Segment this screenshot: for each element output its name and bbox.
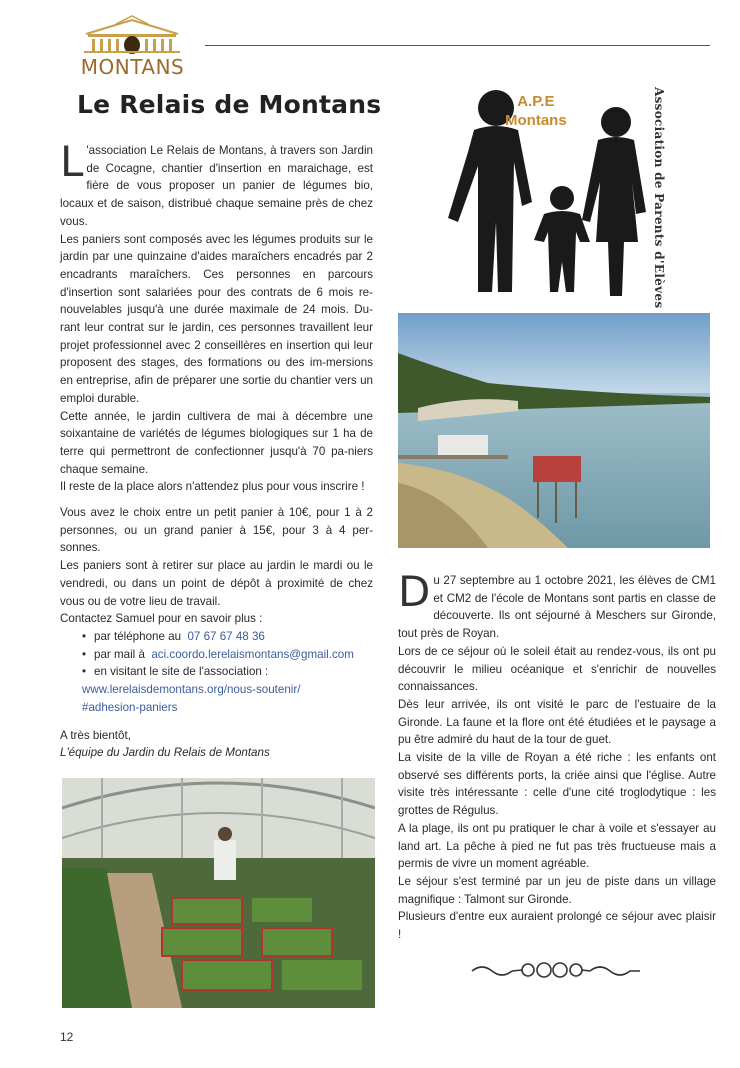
greenhouse-photo (62, 778, 375, 1008)
contact-list (60, 628, 373, 681)
site-link[interactable]: www.lerelaisdemontans.org/nous-soutenir/ (82, 683, 301, 697)
contact-phone (82, 628, 373, 646)
paragraph-intro-right (398, 567, 716, 643)
dropcap-l: L (60, 137, 84, 186)
paragraph-paniers: Les paniers sont composés avec les légumes produits sur le jardin par une quinzaine d'aides maraîchers encadrés par 2 encadrants maraîchers. Ces personnes en parcours d'insertion sont salariées pour des contrats de 6 mois re-nouvelables jusqu'à une durée maximale de 24 mois. Du-rant leur contrat sur le jardin, ces personnes travaillent leur projet professionnel avec 2 conseillères en insertion qui leur proposent des stages, des formations ou des im-mersions en entreprise, afin de préparer une sortie du chantier vers un emploi durable. (60, 232, 373, 405)
paragraph-inscription: Il reste de la place alors n'attendez plus pour vous inscrire ! (60, 480, 365, 494)
decorative-ornament (468, 957, 644, 983)
ape-town: Montans (505, 112, 567, 129)
paragraph-choix: Vous avez le choix entre un petit panier à 10€, pour 1 à 2 personnes, ou un grand panier à 15€, pour 3 à 4 per-sonnes. (60, 506, 373, 555)
paragraph-intro (60, 137, 373, 231)
paragraph-royan: La visite de la ville de Royan a été riche : les enfants ont observé ses différents ports, la criée ainsi que l'église. Autre visite très intéressante : celle d'une cité troglodytique : les grottes de Régulus. (398, 751, 716, 818)
contact-site (82, 663, 373, 681)
phone-label: par téléphone au (94, 629, 182, 643)
ape-acronym: A.P.E (517, 93, 555, 110)
phone-link[interactable]: 07 67 67 48 36 (187, 629, 265, 643)
intro-text: 'association Le Relais de Montans, à travers son Jardin de Cocagne, chantier d'insertion en maraichage, est fière de vous proposer un panier de légumes bio, locaux et de saison, distribué chaque semaine près de chez vous. (60, 144, 373, 228)
estuary-photo (398, 313, 710, 548)
classe-decouverte-article (398, 567, 716, 944)
contact-intro: Contactez Samuel pour en savoir plus : (60, 612, 263, 626)
signature-block (60, 727, 373, 762)
ape-label (505, 92, 567, 130)
site-label: en visitant le site de l'association : (94, 665, 269, 679)
paragraph-retrait: Les paniers sont à retirer sur place au jardin le mardi ou le vendredi, ou dans un point de dépôt à proximité de chez vous ou de votre lieu de travail. (60, 559, 373, 608)
page-number: 12 (60, 1030, 74, 1044)
header-divider (205, 45, 710, 46)
signature: L'équipe du Jardin du Relais de Montans (60, 746, 270, 760)
montans-logo-emblem (66, 14, 198, 58)
ape-vertical-text: Association de Parents d'Elèves (652, 87, 666, 309)
site-link-anchor[interactable]: #adhesion-paniers (82, 700, 178, 714)
intro-right-text: u 27 septembre au 1 octobre 2021, les élèves de CM1 et CM2 de l'école de Montans sont partis en classe de découverte. Ils ont séjourné à Meschers sur Gironde, tout près de Royan. (398, 574, 716, 641)
flourish-icon (468, 957, 644, 983)
paragraph-plage: A la plage, ils ont pu pratiquer le char à voile et s'essayer au land art. La pêche à pied ne fut pas très fructueuse mais a permis de vivre un moment agréable. (398, 821, 716, 871)
greenhouse-photo-image (62, 778, 375, 1008)
closing: A très bientôt, (60, 728, 131, 742)
paragraph-soleil: Lors de ce séjour où le soleil était au rendez-vous, ils ont pu découvrir le milieu océanique et s'enrichir de nouvelles connaissances. (398, 644, 716, 694)
mail-label: par mail à (94, 647, 145, 661)
paragraph-talmont: Le séjour s'est terminé par un jeu de piste dans un village magnifique : Talmont sur Gironde. (398, 874, 716, 906)
paragraph-conclusion: Plusieurs d'entre eux auraient prolongé ce séjour avec plaisir ! (398, 910, 716, 942)
relais-article (60, 137, 373, 762)
dropcap-d: D (398, 567, 431, 616)
contact-block (60, 610, 373, 716)
paragraph-annee: Cette année, le jardin cultivera de mai à décembre une soixantaine de variétés de légumes biologiques sur 1 ha de terre qui permettront de confectionner jusqu'à 70 pa-niers chaque semaine. (60, 409, 373, 476)
carrelets-photo-image (398, 313, 710, 548)
article-title: Le Relais de Montans (77, 90, 382, 119)
paragraph-estuaire: Dès leur arrivée, ils ont visité le parc de l'estuaire de la Gironde. La faune et la flore ont été étudiées et le paysage a pu être admiré du haut de la tour de guet. (398, 697, 716, 747)
contact-mail (82, 646, 373, 664)
logo-wordmark: MONTANS (80, 55, 185, 79)
mail-link[interactable]: aci.coordo.lerelaismontans@gmail.com (151, 647, 354, 661)
